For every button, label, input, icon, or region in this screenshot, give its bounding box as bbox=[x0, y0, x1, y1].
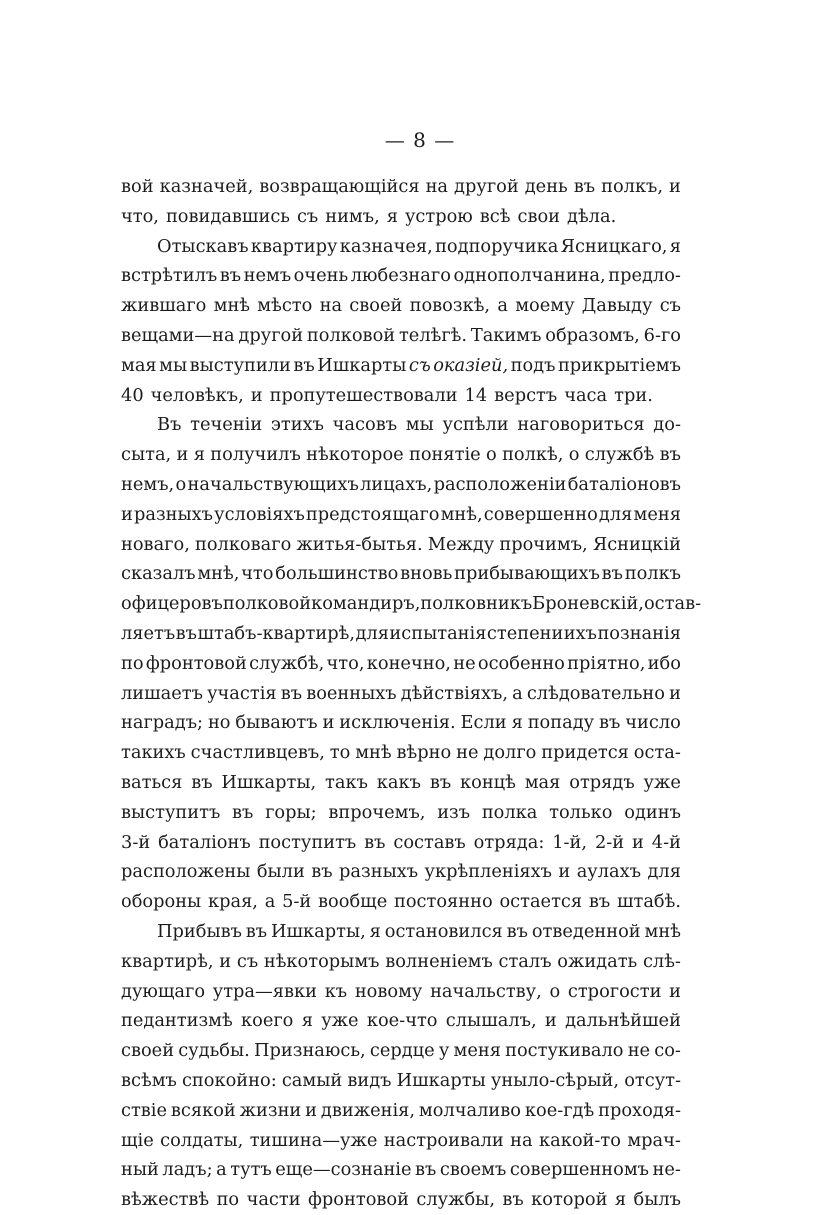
text-line: ный ладъ; а тутъ еще—сознаніе въ своемъ совершенномъ не- bbox=[121, 1159, 681, 1181]
text-line: и разныхъ условіяхъ предстоящаго мнѣ, совершенно для меня bbox=[121, 503, 681, 525]
text-line: всѣмъ спокойно: самый видъ Ишкарты уныло-сѣрый, отсут- bbox=[121, 1069, 681, 1091]
text-line: 3-й баталіонъ поступитъ въ составъ отряда: 1-й, 2-й и 4-й bbox=[121, 831, 681, 853]
text-line: щіе солдаты, тишина—уже настроивали на какой-то мрач- bbox=[121, 1129, 681, 1151]
text-line: своей судьбы. Признаюсь, сердце у меня постукивало не со- bbox=[121, 1040, 681, 1062]
text-line: жившаго мнѣ мѣсто на своей повозкѣ, а моему Давыду съ bbox=[121, 295, 681, 317]
text-line: мая мы выступили въ Ишкарты съ оказіей, подъ прикрытіемъ bbox=[121, 354, 681, 376]
text-line: расположены были въ разныхъ укрѣпленіяхъ и аулахъ для bbox=[121, 861, 681, 883]
text-line: офицеровъ полковой командиръ, полковникъ Броневскій, остав- bbox=[121, 593, 702, 615]
text-line: что, повидавшись съ нимъ, я устрою всѣ свои дѣла. bbox=[121, 205, 617, 227]
text-line: Отыскавъ квартиру казначея, подпоручика Ясницкаго, я bbox=[157, 235, 681, 257]
text-line: дующаго утра—явки къ новому начальству, о строгости и bbox=[121, 980, 681, 1002]
text-line: Въ теченіи этихъ часовъ мы успѣли наговориться до- bbox=[157, 414, 681, 436]
body-text bbox=[121, 172, 702, 1215]
text-line: ствіе всякой жизни и движенія, молчаливо кое-гдѣ проходя- bbox=[121, 1099, 681, 1121]
text-line: встрѣтилъ въ немъ очень любезнаго однополчанина, предло- bbox=[121, 265, 681, 287]
text-line: Прибывъ въ Ишкарты, я остановился въ отведенной мнѣ bbox=[157, 920, 681, 942]
text-line: вещами—на другой полковой телѣгѣ. Такимъ образомъ, 6-го bbox=[121, 324, 681, 346]
text-line: 40 человѣкъ, и пропутешествовали 14 верстъ часа три. bbox=[121, 384, 653, 406]
text-line: выступитъ въ горы; впрочемъ, изъ полка только одинъ bbox=[121, 801, 681, 823]
text-line: сказалъ мнѣ, что большинство вновь прибывающихъ въ полкъ bbox=[121, 563, 681, 585]
text-line: по фронтовой службѣ, что, конечно, не особенно пріятно, ибо bbox=[121, 652, 681, 674]
text-line: квартирѣ, и съ нѣкоторымъ волненіемъ сталъ ожидать слѣ- bbox=[121, 950, 681, 972]
text-line: ляетъ въ штабъ-квартирѣ, для испытанія степени ихъ познанія bbox=[121, 622, 681, 644]
text-line: вѣжествѣ по части фронтовой службы, въ которой я былъ bbox=[121, 1189, 681, 1211]
text-line: такихъ счастливцевъ, то мнѣ вѣрно не долго придется оста- bbox=[121, 742, 681, 764]
text-line: обороны края, а 5-й вообще постоянно остается въ штабѣ. bbox=[121, 891, 682, 913]
text-line: сыта, и я получилъ нѣкоторое понятіе о полкѣ, о службѣ въ bbox=[121, 444, 681, 466]
text-line: педантизмѣ коего я уже кое-что слышалъ, и дальнѣйшей bbox=[121, 1010, 681, 1032]
text-line: новаго, полковаго житья-бытья. Между прочимъ, Ясницкій bbox=[121, 533, 681, 555]
text-line: вой казначей, возвращающійся на другой день въ полкъ, и bbox=[121, 176, 681, 197]
text-line: немъ, о начальствующихъ лицахъ, расположеніи баталіоновъ bbox=[121, 473, 681, 495]
page-number: — 8 — bbox=[384, 128, 456, 152]
text-line: наградъ; но бываютъ и исключенія. Если я попаду въ число bbox=[121, 712, 681, 734]
text-line: ваться въ Ишкарты, такъ какъ въ концѣ мая отрядъ уже bbox=[121, 771, 681, 793]
text-line: лишаетъ участія въ военныхъ дѣйствіяхъ, а слѣдовательно и bbox=[121, 682, 681, 704]
